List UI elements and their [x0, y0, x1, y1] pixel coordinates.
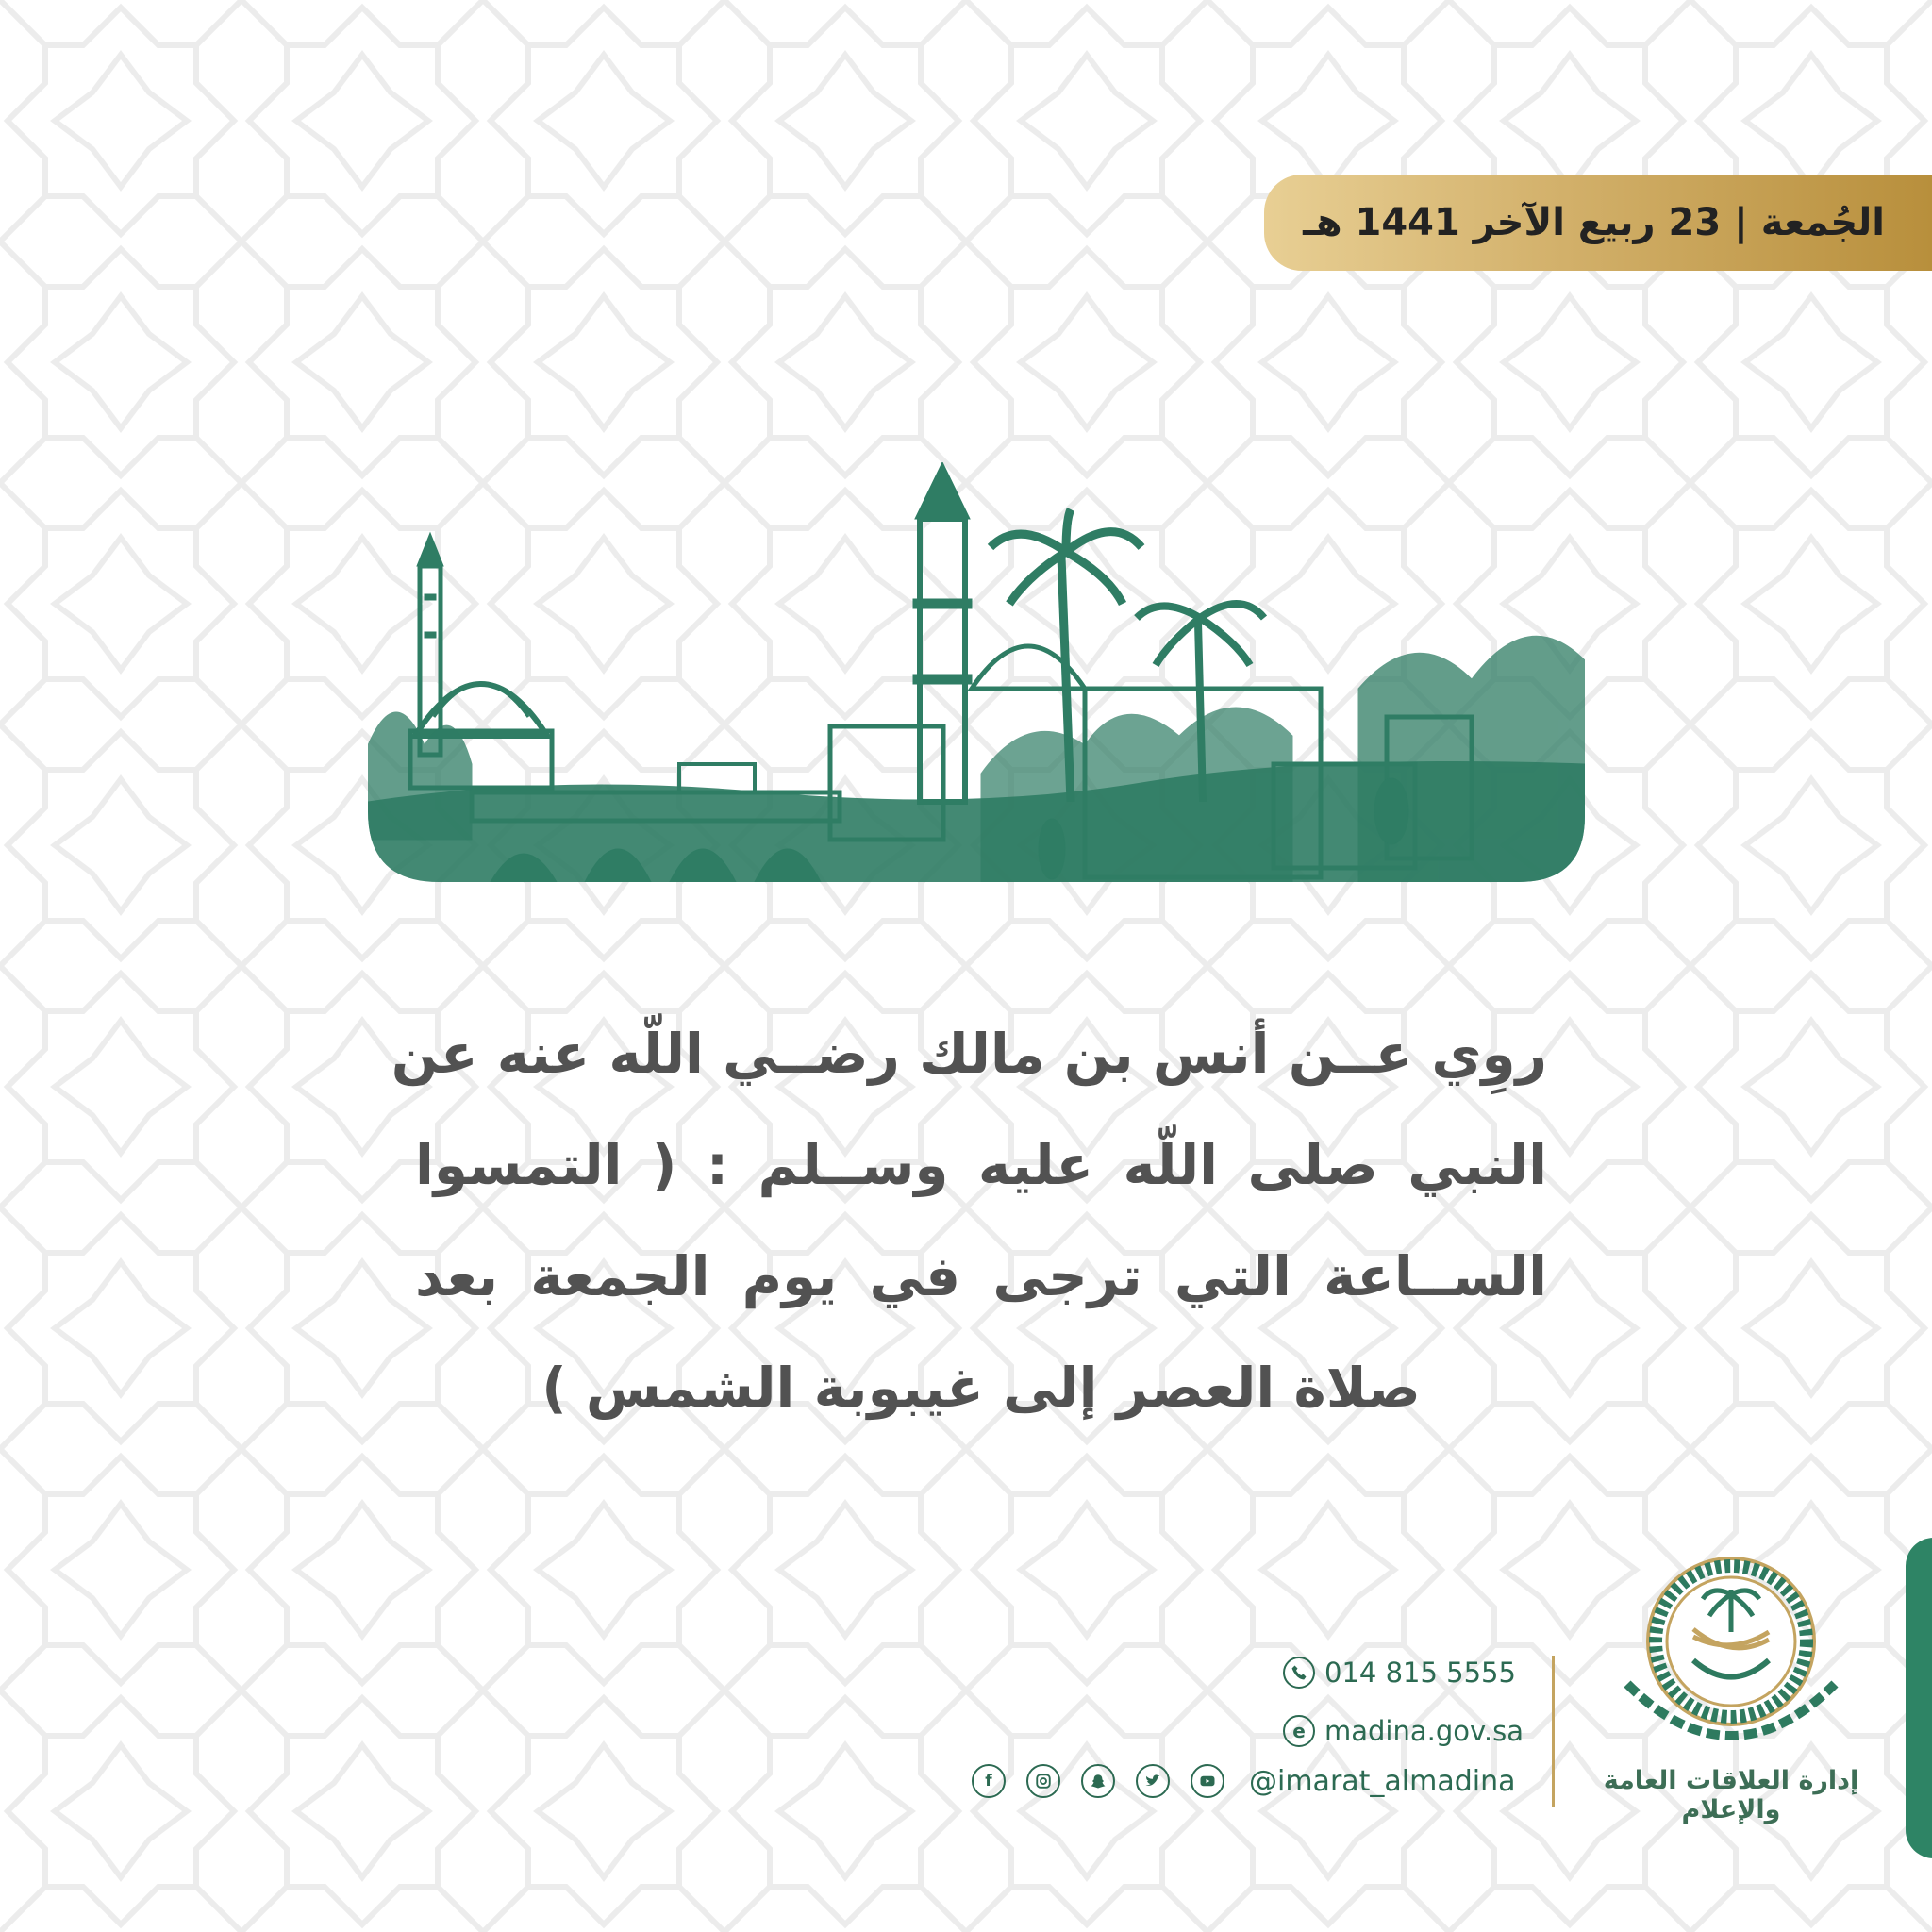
side-tab	[1906, 1538, 1932, 1858]
phone-icon	[1283, 1657, 1315, 1689]
madinah-illustration	[368, 462, 1585, 882]
date-day: الجُمعة	[1760, 201, 1885, 244]
hadith-line: صلاة العصر إلى غيبوبة الشمس )	[541, 1356, 1421, 1420]
department-name: إدارة العلاقات العامة والإعلام	[1603, 1766, 1859, 1824]
phone-number[interactable]: 014 815 5555	[1324, 1657, 1516, 1689]
emirate-emblem	[1604, 1542, 1858, 1764]
website-contact	[1283, 1715, 1524, 1747]
hadith-line: النبي صلى اللّه عليه وســلم : ( التمسوا	[415, 1133, 1547, 1197]
twitter-icon[interactable]	[1136, 1764, 1170, 1798]
facebook-icon[interactable]: f	[972, 1764, 1006, 1798]
date-text	[1303, 201, 1885, 244]
social-handle[interactable]: @imarat_almadina	[1249, 1764, 1516, 1798]
snapchat-icon[interactable]	[1081, 1764, 1115, 1798]
youtube-icon[interactable]	[1191, 1764, 1224, 1798]
date-hijri: 23 ربيع الآخر 1441 هـ	[1303, 201, 1722, 244]
website-link[interactable]: madina.gov.sa	[1324, 1715, 1524, 1747]
hadith-text	[391, 998, 1547, 1443]
date-banner	[1264, 175, 1932, 271]
instagram-icon[interactable]	[1026, 1764, 1060, 1798]
hadith-line: الســاعة التي ترجى في يوم الجمعة بعد	[415, 1244, 1547, 1308]
footer-divider	[1552, 1656, 1555, 1807]
phone-contact	[1283, 1657, 1516, 1689]
web-icon: e	[1283, 1715, 1315, 1747]
date-separator: |	[1734, 201, 1748, 244]
hadith-line: روِي عــن أنس بن مالك رضــي اللّه عنه عن	[391, 1022, 1547, 1086]
social-links	[972, 1764, 1516, 1798]
